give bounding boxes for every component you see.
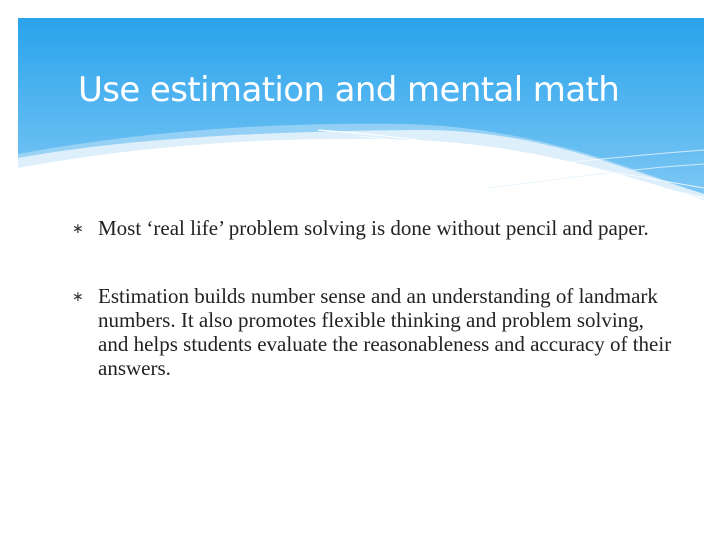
bullet-list <box>72 216 672 380</box>
asterisk-bullet-icon: ∗ <box>72 221 84 237</box>
bullet-item <box>72 216 672 240</box>
bullet-item <box>72 284 672 380</box>
bullet-text: Estimation builds number sense and an understanding of landmark numbers. It also promotes flexible thinking and problem solving, and helps students evaluate the reasonableness and accuracy of their answers. <box>98 284 672 380</box>
bullet-text: Most ‘real life’ problem solving is done without pencil and paper. <box>98 216 649 240</box>
asterisk-bullet-icon: ∗ <box>72 289 84 305</box>
slide-title: Use estimation and mental math <box>78 70 620 110</box>
title-banner <box>18 18 704 200</box>
